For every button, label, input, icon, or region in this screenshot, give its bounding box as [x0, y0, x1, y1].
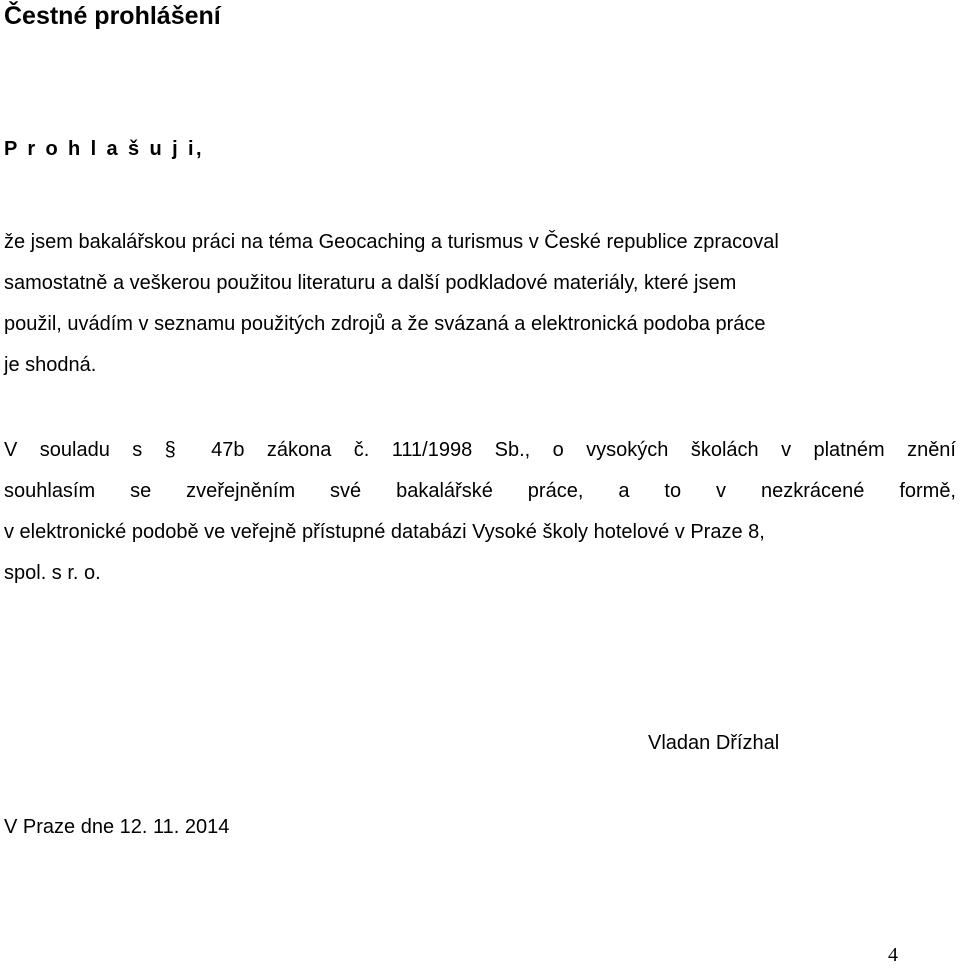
page-number: 4	[888, 944, 898, 966]
paragraph-line: samostatně a veškerou použitou literaturu a další podkladové materiály, které jsem	[4, 272, 737, 294]
paragraph-line: spol. s r. o.	[4, 562, 101, 584]
place-and-date: V Praze dne 12. 11. 2014	[4, 816, 230, 838]
law-reference-text: 47b zákona č. 111/1998 Sb., o vysokých školách v platném znění	[211, 439, 956, 461]
paragraph-line: že jsem bakalářskou práci na téma Geocaching a turismus v České republice zpracoval	[4, 231, 779, 253]
law-reference-prefix: V souladu s	[4, 439, 143, 461]
section-sign: §	[164, 439, 176, 461]
declaration-paragraph	[4, 222, 956, 386]
paragraph-line: je shodná.	[4, 354, 97, 376]
paragraph-line	[4, 430, 956, 471]
paragraph-line: v elektronické podobě ve veřejně přístupné databázi Vysoké školy hotelové v Praze 8,	[4, 521, 765, 543]
page-title: Čestné prohlášení	[4, 2, 221, 30]
signature-name: Vladan Dřízhal	[648, 732, 780, 754]
paragraph-line: souhlasím se zveřejněním své bakalářské práce, a to v nezkrácené formě,	[4, 480, 956, 502]
declaration-heading: P r o h l a š u j i,	[4, 138, 204, 160]
paragraph-line: použil, uvádím v seznamu použitých zdrojů a že svázaná a elektronická podoba práce	[4, 313, 766, 335]
consent-paragraph	[4, 430, 956, 594]
